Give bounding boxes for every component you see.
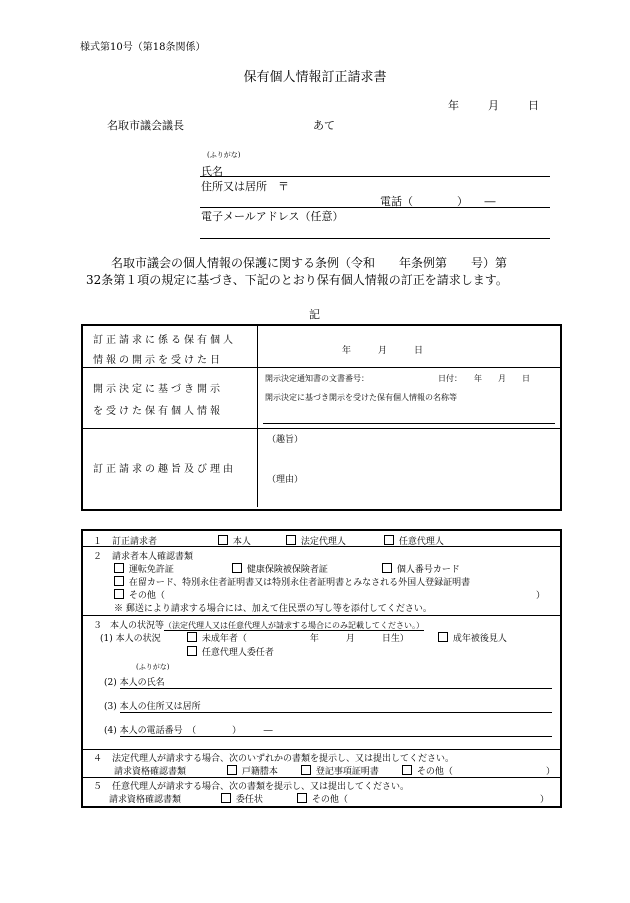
s4-docs-label: 請求資格確認書類 [114, 767, 187, 777]
row2-info-name-line[interactable] [263, 423, 555, 424]
s3-name-line[interactable] [120, 688, 552, 689]
s4-other-close: ） [546, 767, 556, 777]
checkbox-icon[interactable] [402, 765, 412, 775]
checkbox-icon[interactable] [297, 793, 307, 803]
date-day: 日 [528, 99, 539, 112]
s3-num: ３ [93, 621, 103, 631]
checkbox-icon[interactable] [114, 576, 124, 586]
s5-text: 任意代理人が請求する場合、次の書類を提示し、又は提出してください。 [112, 782, 410, 792]
s2-option-residence[interactable]: 在留カード、特別永住者証明書又は特別永住者証明書とみなされる外国人登録証明書 [114, 575, 470, 588]
checkbox-icon[interactable] [382, 563, 392, 573]
page-title: 保有個人情報訂正請求書 [243, 70, 387, 85]
s2-num: ２ [93, 552, 103, 562]
row1-label-b: 情報の開示を受けた日 [93, 355, 223, 366]
body-line-1: 名取市議会の個人情報の保護に関する条例（令和 年条例第 号）第 [111, 256, 508, 270]
applicant-furigana: (ふりがな) [207, 151, 241, 159]
checkbox-icon[interactable] [187, 632, 197, 642]
checkbox-icon[interactable] [187, 646, 197, 656]
row2-date[interactable]: 日付： 年 月 日 [438, 374, 530, 383]
s2-option-license[interactable]: 運転免許証 [114, 562, 174, 575]
applicant-name-line[interactable] [200, 176, 550, 177]
checkbox-icon[interactable] [114, 563, 124, 573]
addressee-name: 名取市議会議長 [107, 119, 184, 132]
s1-num: １ [93, 537, 103, 547]
checkbox-icon[interactable] [218, 535, 228, 545]
s1-option-legal[interactable]: 法定代理人 [286, 534, 346, 547]
checkbox-icon[interactable] [286, 535, 296, 545]
s2-other-close: ） [536, 591, 546, 601]
applicant-address-label: 住所又は居所 〒 [201, 180, 289, 193]
s4-option-registry[interactable]: 登記事項証明書 [301, 764, 379, 777]
s4-num: ４ [93, 754, 103, 764]
applicant-email-label: 電子メールアドレス（任意） [201, 210, 344, 223]
addressee-suffix: あて [313, 119, 335, 132]
s3-label: 本人の状況等（法定代理人又は任意代理人が請求する場合にのみ記載してください。） [110, 621, 425, 631]
s4-text: 法定代理人が請求する場合、次のいずれかの書類を提示し、又は提出してください。 [112, 754, 455, 764]
s3-address-line[interactable] [120, 712, 552, 713]
checkbox-icon[interactable] [301, 765, 311, 775]
s5-other-close: ） [540, 795, 550, 805]
applicant-email-line[interactable] [200, 238, 550, 239]
s1-label: 訂正請求者 [112, 537, 158, 547]
s3-phone-line[interactable] [120, 736, 552, 737]
s3-option-guardian[interactable]: 成年被後見人 [438, 631, 507, 644]
s2-option-mynumber[interactable]: 個人番号カード [382, 562, 460, 575]
s2-option-insurance[interactable]: 健康保険被保険者証 [232, 562, 328, 575]
checkbox-icon[interactable] [221, 793, 231, 803]
s1-option-self[interactable]: 本人 [218, 534, 251, 547]
s5-option-proxy[interactable]: 委任状 [221, 792, 263, 805]
s4-option-other[interactable]: その他（ [402, 764, 453, 777]
row2-label-b: を受けた保有個人情報 [93, 406, 223, 417]
checkbox-icon[interactable] [227, 765, 237, 775]
s2-option-other[interactable]: その他（ [114, 588, 165, 601]
s5-option-other[interactable]: その他（ [297, 792, 348, 805]
s3-option-delegator[interactable]: 任意代理人委任者 [187, 645, 274, 658]
s2-label: 請求者本人確認書類 [112, 552, 194, 562]
s4-option-koseki[interactable]: 戸籍謄本 [227, 764, 278, 777]
row2-doc-number[interactable]: 開示決定通知書の文書番号： [265, 374, 369, 383]
ki-heading: 記 [309, 308, 320, 321]
checkbox-icon[interactable] [114, 589, 124, 599]
row3-reason[interactable]: （理由） [267, 475, 304, 485]
body-line-2: 32条第１項の規定に基づき、下記のとおり保有個人情報の訂正を請求します。 [86, 273, 508, 287]
s5-docs-label: 請求資格確認書類 [109, 795, 182, 805]
row3-purpose[interactable]: （趣旨） [267, 435, 304, 445]
s3-4-phone: (4) 本人の電話番号 （ ） ― [104, 726, 273, 736]
row2-info-name: 開示決定に基づき開示を受けた保有個人情報の名称等 [265, 393, 457, 402]
s3-option-minor[interactable]: 未成年者（ 年 月 日生） [187, 631, 409, 644]
s3-2-name: (2) 本人の氏名 [104, 678, 165, 688]
row1-date-value[interactable]: 年 月 日 [342, 346, 424, 356]
date-month: 月 [488, 99, 499, 112]
checkbox-icon[interactable] [232, 563, 242, 573]
row2-label-a: 開示決定に基づき開示 [93, 384, 223, 395]
s1-option-voluntary[interactable]: 任意代理人 [384, 534, 444, 547]
s3-furigana: (ふりがな) [136, 663, 170, 671]
row1-label-a: 訂正請求に係る保有個人 [93, 335, 236, 346]
applicant-name-label: 氏名 [201, 165, 223, 178]
s3-3-address: (3) 本人の住所又は居所 [104, 702, 201, 712]
row3-label: 訂正請求の趣旨及び理由 [93, 464, 236, 475]
s2-note: ※ 郵送により請求する場合には、加えて住民票の写し等を添付してください。 [114, 604, 432, 614]
checkbox-icon[interactable] [384, 535, 394, 545]
checkbox-icon[interactable] [438, 632, 448, 642]
s3-1-label: (1) 本人の状況 [100, 634, 161, 644]
form-id: 様式第10号（第18条関係） [80, 42, 206, 53]
date-year: 年 [448, 99, 459, 112]
s5-num: ５ [93, 782, 103, 792]
applicant-phone-label: 電話（ ） ― [380, 195, 496, 208]
